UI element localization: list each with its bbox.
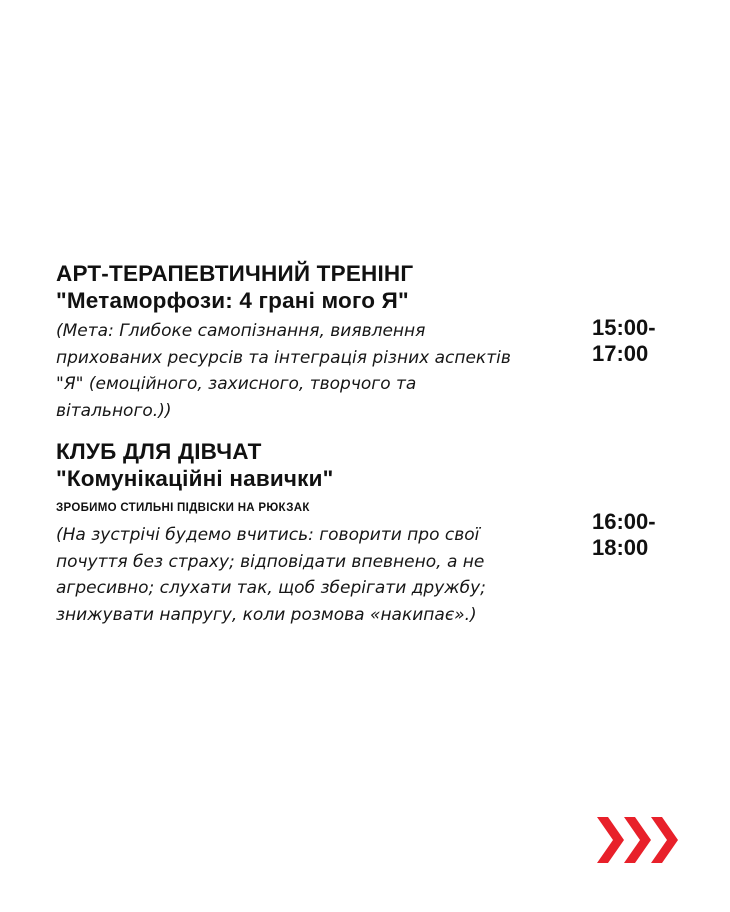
event-girls-club <box>56 438 716 628</box>
event-art-therapy <box>56 260 716 424</box>
event-title-line-2: "Комунікаційні навички" <box>56 466 334 491</box>
event-time <box>592 315 702 367</box>
event-title-line-1: АРТ-ТЕРАПЕВТИЧНИЙ ТРЕНІНГ <box>56 261 414 286</box>
event-subtitle: ЗРОБИМО СТИЛЬНІ ПІДВІСКИ НА РЮКЗАК <box>56 502 310 514</box>
event-description: (На зустрічі будемо вчитись: говорити про свої почуття без страху; відповідати впевнено, а не агресивно; слухати так, щоб зберігати дружбу; знижувати напругу, коли розмова «накипає».) <box>56 525 486 625</box>
event-time-start: 16:00- <box>592 509 656 534</box>
event-description: (Мета: Глибоке самопізнання, виявлення прихованих ресурсів та інтеграція різних аспектів "Я" (емоційного, захисного, творчого та вітального.)) <box>56 321 511 421</box>
event-time-start: 15:00- <box>592 315 656 340</box>
event-time-end: 17:00 <box>592 341 649 366</box>
event-title-line-1: КЛУБ ДЛЯ ДІВЧАТ <box>56 439 262 464</box>
event-time-end: 18:00 <box>592 535 649 560</box>
event-time <box>592 509 702 561</box>
event-title <box>56 260 716 314</box>
event-title <box>56 438 716 492</box>
triple-chevron-right-icon <box>597 817 679 863</box>
event-title-line-2: "Метаморфози: 4 грані мого Я" <box>56 288 409 313</box>
